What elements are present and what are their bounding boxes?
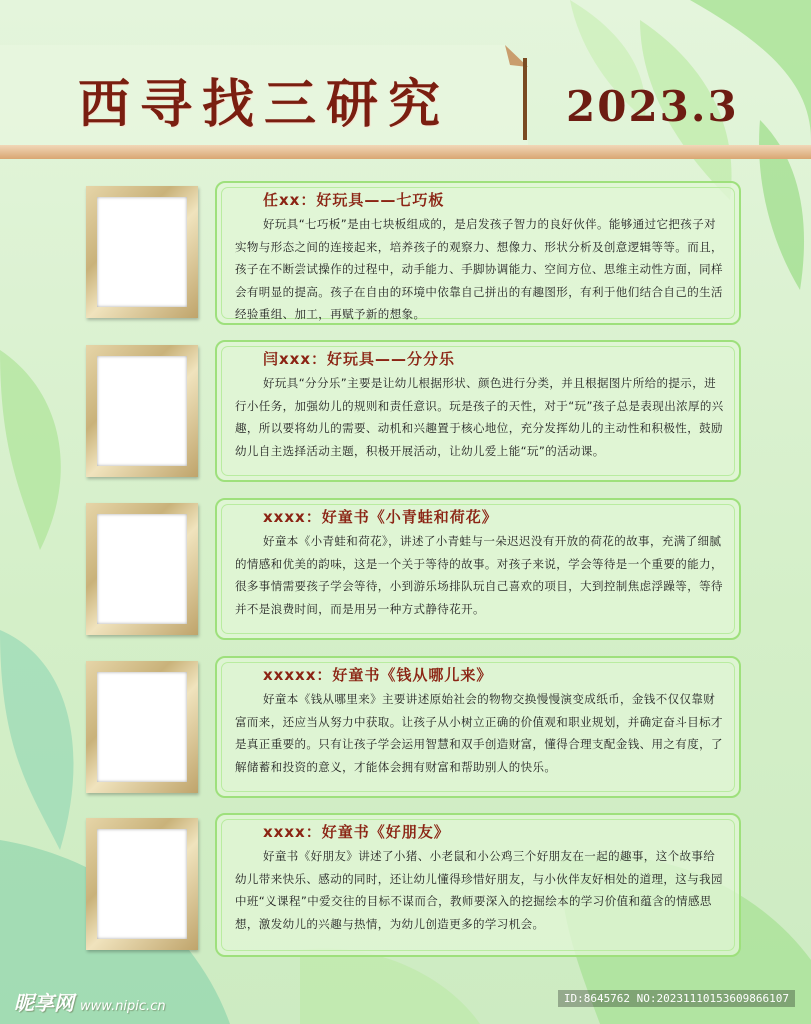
watermark-site: 昵享网 xyxy=(14,991,74,1015)
card-body xyxy=(235,213,725,326)
text-card xyxy=(215,656,741,798)
text-card xyxy=(215,813,741,957)
card-body xyxy=(235,530,725,620)
photo-frame xyxy=(86,345,198,477)
card-title: xxxx：好童书《小青蛙和荷花》 xyxy=(263,508,498,526)
card-text: 好童本《小青蛙和荷花》，讲述了小青蛙与一朵迟迟没有开放的荷花的故事，充满了细腻的情感和优美的韵味，这是一个关于等待的故事。对孩子来说，学会等待是一个重要的能力，很多事情需要孩子学会等待，小到游乐场排队玩自己喜欢的项目，大到控制焦虑浮躁等，等待并不是浪费时间，而是用另一种方式静待花开。 xyxy=(235,534,723,616)
card-body xyxy=(235,845,725,935)
header xyxy=(0,0,811,155)
photo-frame xyxy=(86,186,198,318)
card-text: 好童书《好朋友》讲述了小猪、小老鼠和小公鸡三个好朋友在一起的趣事，这个故事给幼儿带来快乐、感动的同时，还让幼儿懂得珍惜好朋友，与小伙伴友好相处的道理，这与我园中班“义课程”中爱交往的目标不谋而合，教师要深入的挖掘绘本的学习价值和蕴含的情感思想，激发幼儿的兴趣与热情，为幼儿创造更多的学习机会。 xyxy=(235,849,723,931)
card-text: 好玩具“分分乐”主要是让幼儿根据形状、颜色进行分类，并且根据图片所给的提示，进行小任务，加强幼儿的规则和责任意识。玩是孩子的天性，对于“玩”孩子总是表现出浓厚的兴趣，所以要将幼儿的需要、动机和兴趣置于核心地位，充分发挥幼儿的主动性和积极性，鼓励幼儿自主选择活动主题，积极开展活动，让幼儿爱上能“玩”的活动课。 xyxy=(235,376,724,458)
watermark-url: www.nipic.cn xyxy=(80,999,166,1014)
site-watermark xyxy=(14,987,166,1016)
page-title: 西寻找三研究 xyxy=(78,74,451,135)
header-strip xyxy=(0,145,811,159)
card-title: xxxxx：好童书《钱从哪儿来》 xyxy=(263,666,493,684)
card-title: xxxx：好童书《好朋友》 xyxy=(263,823,450,841)
image-id-watermark: ID:8645762 NO:20231110153609866107 xyxy=(558,990,795,1007)
photo-placeholder xyxy=(97,829,187,939)
title-divider xyxy=(523,58,527,140)
photo-placeholder xyxy=(97,197,187,307)
card-text: 好玩具“七巧板”是由七块板组成的，是启发孩子智力的良好伙伴。能够通过它把孩子对实物与形态之间的连接起来，培养孩子的观察力、想像力、形状分析及创意逻辑等等。而且，孩子在不断尝试操作的过程中，动手能力、手脚协调能力、空间方位、思维主动性方面，同样会有明显的提高。孩子在自由的环境中依靠自己拼出的有趣图形，有利于他们结合自己的生活经验重组、加工，再赋予新的想象。 xyxy=(235,217,723,321)
card-body xyxy=(235,372,725,462)
text-card xyxy=(215,340,741,482)
photo-placeholder xyxy=(97,514,187,624)
photo-frame xyxy=(86,661,198,793)
card-title: 闫xxx：好玩具——分分乐 xyxy=(263,350,456,368)
text-card xyxy=(215,498,741,640)
photo-placeholder xyxy=(97,356,187,466)
card-text: 好童本《钱从哪里来》主要讲述原始社会的物物交换慢慢演变成纸币，金钱不仅仅靠财富而来，还应当从努力中获取。让孩子从小树立正确的价值观和职业规划，并确定奋斗目标才是真正重要的。只有让孩子学会运用智慧和双手创造财富，懂得合理支配金钱、用之有度，了解储蓄和投资的意义，才能体会拥有财富和帮助别人的快乐。 xyxy=(235,692,723,774)
photo-frame xyxy=(86,503,198,635)
date-label: 2023.3 xyxy=(566,82,739,131)
card-body xyxy=(235,688,725,778)
card-title: 任xx：好玩具——七巧板 xyxy=(263,191,445,209)
photo-placeholder xyxy=(97,672,187,782)
text-card xyxy=(215,181,741,325)
photo-frame xyxy=(86,818,198,950)
